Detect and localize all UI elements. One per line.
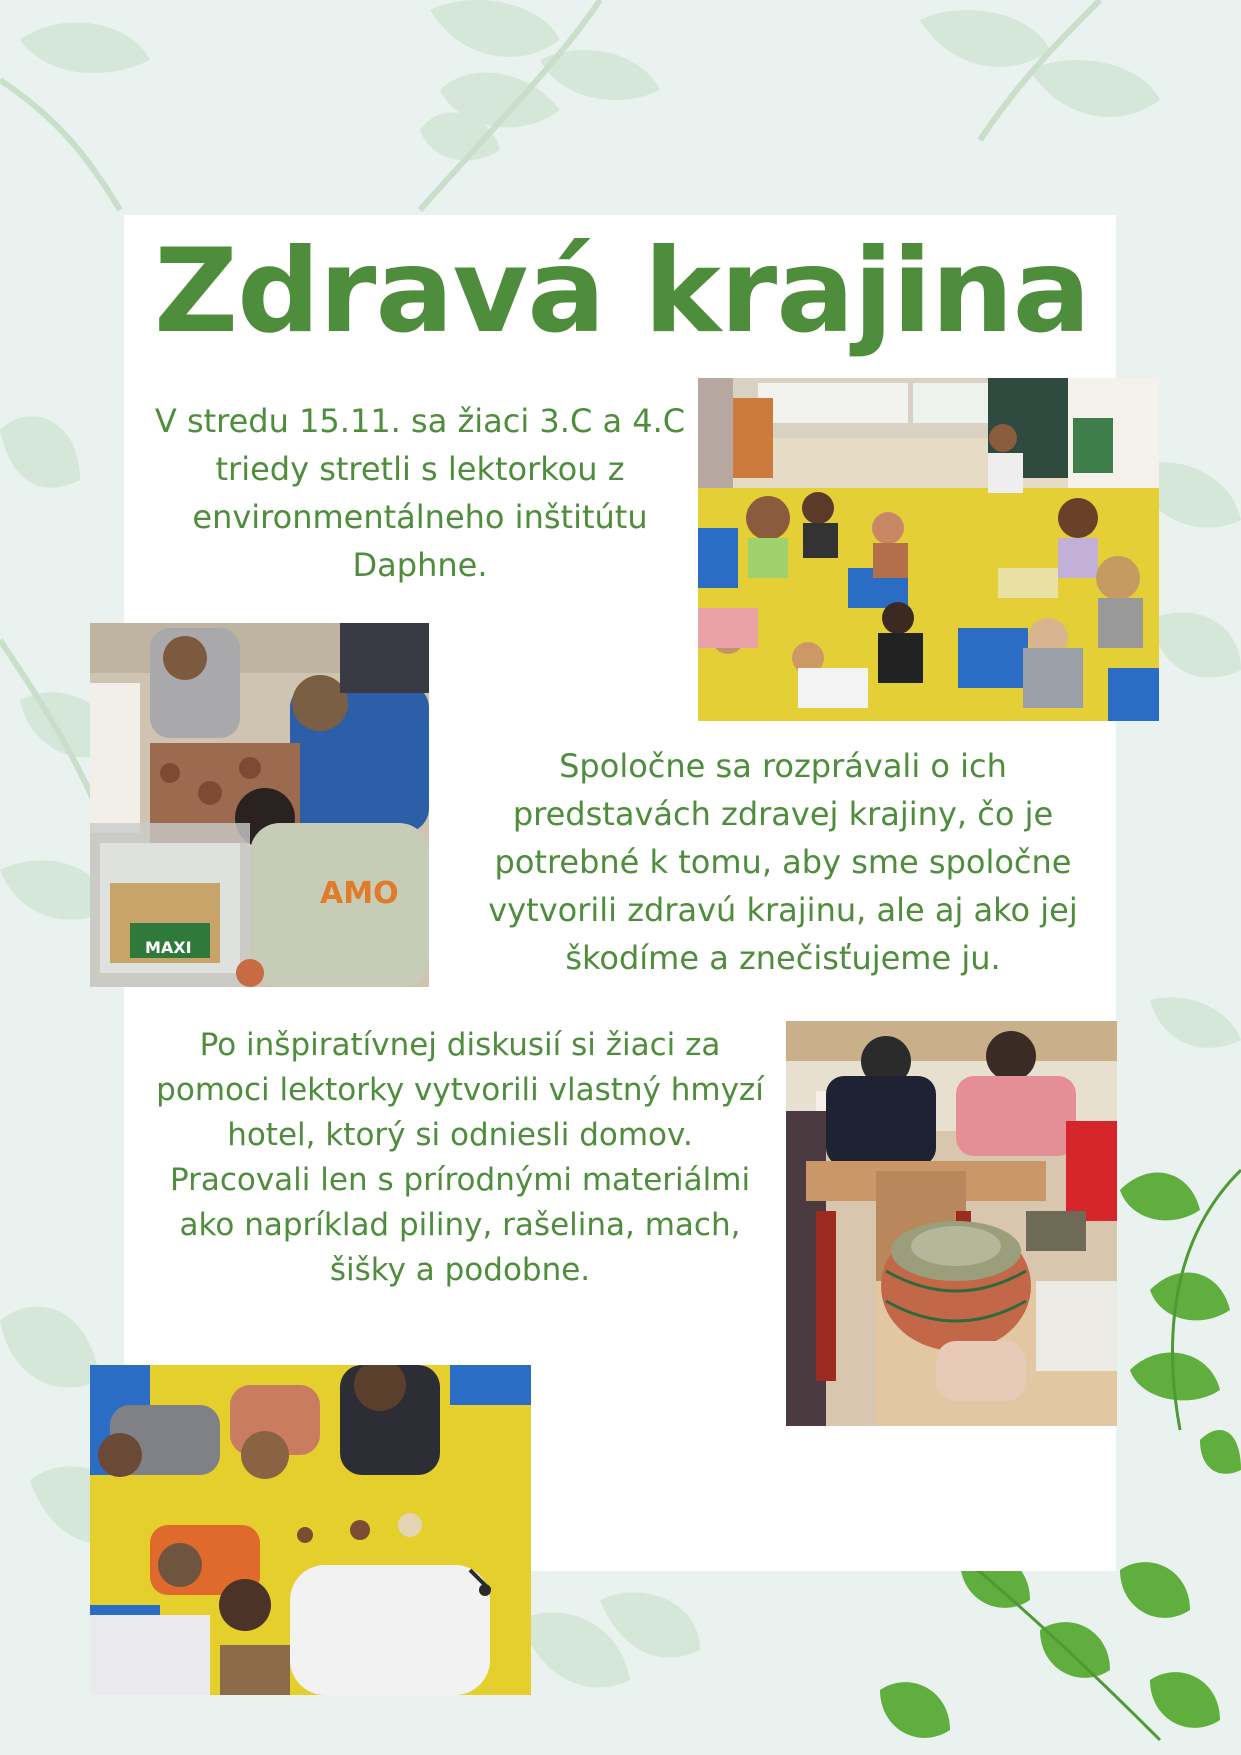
discussion-line: vytvorili zdravú krajinu, ale aj ako jej: [488, 891, 1078, 929]
discussion-line: potrebné k tomu, aby sme spoločne: [494, 843, 1072, 881]
discussion-line: predstavách zdravej krajiny, čo je: [512, 795, 1054, 833]
svg-text:AMO: AMO: [320, 876, 399, 911]
discussion-line: škodíme a znečisťujeme ju.: [565, 939, 1001, 977]
children-crafting-photo: [90, 623, 429, 987]
intro-line: environmentálneho inštitútu: [192, 498, 648, 536]
insect-hotel-photo: [786, 1021, 1117, 1426]
intro-line: Daphne.: [352, 546, 488, 584]
floor-work-photo: [90, 1365, 531, 1695]
intro-line: triedy stretli s lektorkou z: [215, 450, 625, 488]
intro-paragraph: [150, 397, 690, 589]
page-title: Zdravá krajina: [154, 224, 1090, 359]
hotel-line: pomoci lektorky vytvorili vlastný hmyzí: [156, 1072, 764, 1108]
maxi-box-label: MAXI: [145, 938, 192, 957]
discussion-line: Spoločne sa rozprávali o ich: [559, 747, 1007, 785]
hotel-line: hotel, ktorý si odniesli domov.: [227, 1117, 693, 1153]
discussion-paragraph: [478, 742, 1088, 982]
intro-line: V stredu 15.11. sa žiaci 3.C a 4.C: [154, 402, 686, 440]
hotel-line: Po inšpiratívnej diskusií si žiaci za: [199, 1027, 721, 1063]
hotel-line: šišky a podobne.: [329, 1252, 591, 1288]
hotel-line: ako napríklad piliny, rašelina, mach,: [179, 1207, 741, 1243]
classroom-circle-photo: [698, 378, 1159, 721]
hotel-line: Pracovali len s prírodnými materiálmi: [169, 1162, 751, 1198]
hotel-paragraph: [150, 1023, 770, 1293]
